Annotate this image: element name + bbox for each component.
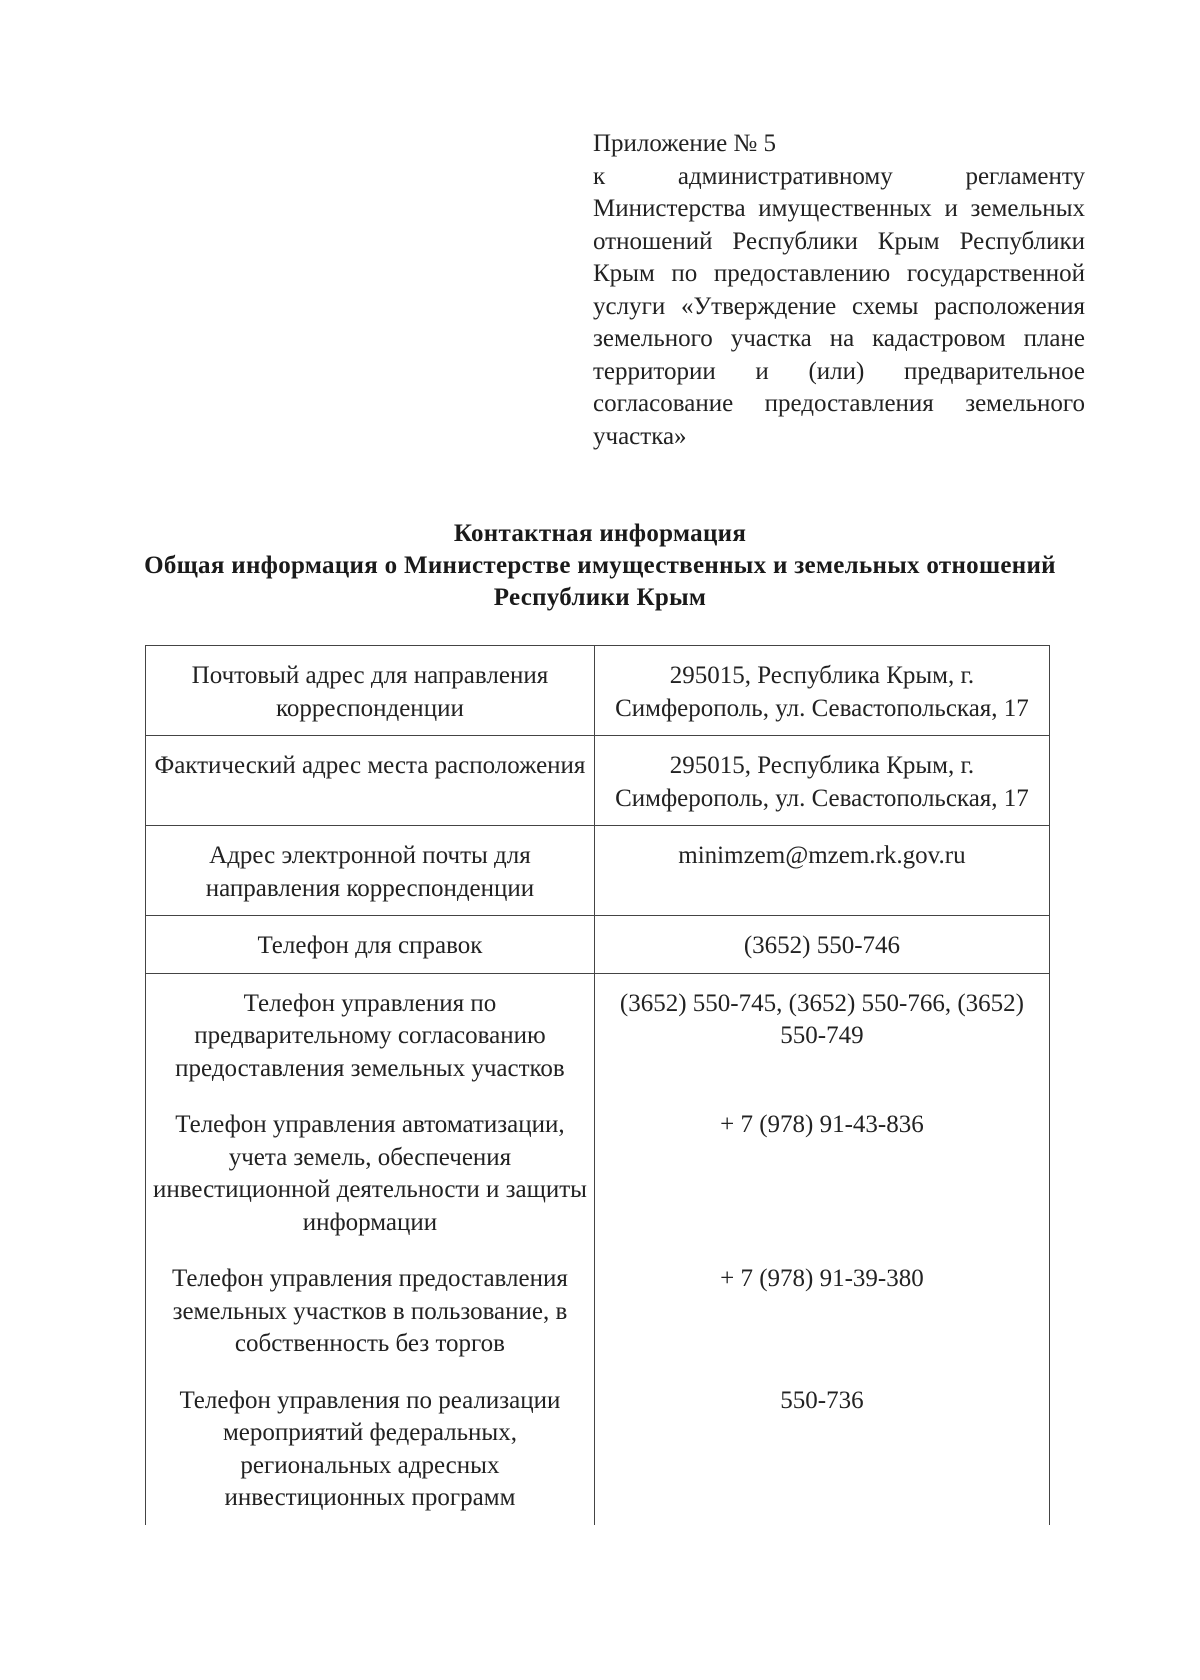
table-row: [146, 1095, 1050, 1249]
row-label: Телефон управления по реализации мероприятий федеральных, региональных адресных инвестиционных программ: [146, 1371, 595, 1525]
row-value: minimzem@mzem.rk.gov.ru: [594, 826, 1049, 916]
row-label: Фактический адрес места расположения: [146, 736, 595, 826]
row-value: + 7 (978) 91-43-836: [594, 1095, 1049, 1249]
table-row: [146, 1371, 1050, 1525]
appendix-number: Приложение № 5: [593, 130, 777, 157]
table-row: [146, 826, 1050, 916]
row-value: (3652) 550-745, (3652) 550-766, (3652) 550-749: [594, 973, 1049, 1095]
row-value: 295015, Республика Крым, г. Симферополь, ул. Севастопольская, 17: [594, 736, 1049, 826]
heading-subtitle-line1: Общая информация о Министерстве имущественных и земельных отношений: [144, 552, 1056, 579]
appendix-note: [593, 128, 1085, 453]
document-heading: [0, 518, 1200, 614]
row-label: Телефон управления предоставления земельных участков в пользование, в собственность без торгов: [146, 1249, 595, 1371]
row-label: Почтовый адрес для направления корреспонденции: [146, 646, 595, 736]
row-label: Телефон управления по предварительному согласованию предоставления земельных участков: [146, 973, 595, 1095]
heading-subtitle-line2: Республики Крым: [493, 584, 707, 611]
table-row: [146, 736, 1050, 826]
table-row: [146, 973, 1050, 1095]
table-row: [146, 916, 1050, 974]
row-label: Телефон для справок: [146, 916, 595, 974]
row-value: 295015, Республика Крым, г. Симферополь, ул. Севастопольская, 17: [594, 646, 1049, 736]
row-value: 550-736: [594, 1371, 1049, 1525]
table-row: [146, 1249, 1050, 1371]
row-value: + 7 (978) 91-39-380: [594, 1249, 1049, 1371]
row-label: Телефон управления автоматизации, учета земель, обеспечения инвестиционной деятельности и защиты информации: [146, 1095, 595, 1249]
contact-table: [145, 645, 1050, 1525]
row-value: (3652) 550-746: [594, 916, 1049, 974]
appendix-text: к административному регламенту Министерства имущественных и земельных отношений Республики Крым Республики Крым по предоставлению государственной услуги «Утверждение схемы расположения земельного участка на кадастровом плане территории и (или) предварительное согласование предоставления земельного участка»: [593, 162, 1085, 450]
table-row: [146, 646, 1050, 736]
row-label: Адрес электронной почты для направления корреспонденции: [146, 826, 595, 916]
heading-title: Контактная информация: [453, 520, 747, 547]
